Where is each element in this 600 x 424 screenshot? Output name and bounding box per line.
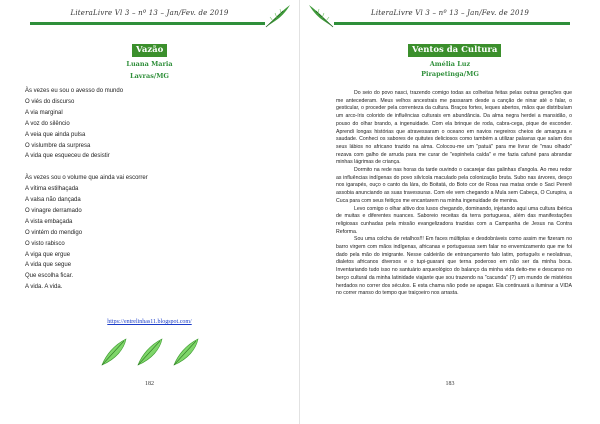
three-leaf-feathers-icon	[98, 335, 202, 369]
header-green-bar	[30, 22, 265, 25]
article-paragraph: Do seio do povo nasci, trazendo comigo todas as colheitas feitas pelas outras gerações que me antecederam. Meus velhos ancestrais me passaram desde a canção de ninar até o falar, o gesticular, o proceder pela correnteza da cultura. Braços fortes, leques abertos, mãos que distribuíam um arco-íris colorido de influências culturais em abundância. Da alma negra herdei a mansidão, o pouso do olhar brando, a ingenuidade. Com ela brinque de roda, cabra-cega, pique de esconder. Aprendi longas histórias que atravessaram o oceano em navios negreiros cheios de amargura e saudade. Conheci os sabores de quitutes deliciosos como também a utilizar palavras que saíam dos seus lábios no africano trazido na alma. Colocou-me um "patuá" para me livrar de "mau olhado" rezava com galho de arruda para me curar de "espinhela caída" e me fazia cafuné para abrandar minhas lágrimas de criança.	[336, 90, 572, 166]
article-author-place: Pirapetinga/MG	[421, 70, 479, 78]
poem-line: A voz do silêncio	[25, 120, 70, 127]
poem-line: O vinagre derramado	[25, 207, 82, 214]
poem-line: A veia que ainda pulsa	[25, 131, 86, 138]
poem-line: O visto rabisco	[25, 240, 65, 247]
poem-author-place: Lavras/MG	[130, 72, 169, 80]
header-green-bar	[334, 22, 570, 25]
right-page	[300, 0, 600, 424]
article-paragraph: Sou uma colcha de retalhos!!! Em faces múltiplas e desdobráveis como assim me fizeram no barro virgem com mãos indígenas, africanas e portuguesas sem falar no envernizamento que me foi dado pela mão do imigrante. Nesse caldeirão de entrançamento falo latim, português e neolatinas, dialetos africanos diversos e o tupi-guarani que terna poderoso em não ser da minha boca. Inventariando tudo isso no santuário arqueológico do balanço da minha vida deito-me e descanso no berço cultural da minha latinidade viajante que sou trazendo na "cacunda" (?) um mundo de mistérios herdados no correr dos séculos. E esta chama não pode se apagar. Ela continuará a iluminar a VIDA no correr manso do tempo que traiçoeiro nos arrasta.	[336, 236, 572, 297]
poem-line: O vintém do mendigo	[25, 229, 83, 236]
poem-line: A via marginal	[25, 109, 63, 116]
poem-line: A valsa não dançada	[25, 197, 81, 204]
article-paragraph: Dormito na rede nas horas da tarde ouvindo o cacarejar das galinhas d'angola. Ao meu redor as influências indígenas do povo silvícola maculado pela colonização bruta. Subo nas árvores, desço nos igarapés, ouço o canto da Iára, do Boitatá, do Boto cor de Rosa nas matas onde o Saci Pererê assobia anunciando as suas travessuras. Com ele vem chegando a Mula sem Cabeça, O Curupira, a Cuca para com seus feitiços me encantarem na minha ingenuidade de menina.	[336, 167, 572, 204]
stanza-gap	[25, 162, 275, 173]
left-page-header	[0, 3, 299, 31]
poem-author-name: Luana Maria	[126, 60, 173, 68]
poem-line: Às vezes sou o volume que ainda vai escorrer	[25, 175, 148, 182]
poem-line: A vítima estilhaçada	[25, 186, 79, 193]
quill-feather-icon	[263, 3, 293, 29]
right-page-header	[300, 3, 600, 31]
page-number: 183	[445, 381, 455, 387]
poem-line: A viga que ergue	[25, 251, 71, 258]
poem-line: A vida. A vida.	[25, 284, 63, 291]
poem-body	[25, 86, 275, 293]
article-author-name: Amélia Luz	[429, 60, 471, 68]
poem-line: A vida que segue	[25, 262, 72, 269]
poem-line: Que escolha ficar.	[25, 273, 74, 280]
poem-line: O viés do discurso	[25, 98, 75, 105]
poem-line: O vislumbre da surpresa	[25, 142, 91, 149]
header-title: LiteraLivre Vl 3 – nº 13 – Jan/Fev. de 2019	[370, 9, 530, 17]
article-body	[336, 90, 572, 298]
header-title: LiteraLivre Vl 3 – nº 13 – Jan/Fev. de 2019	[70, 9, 229, 17]
page-number: 182	[145, 381, 154, 387]
article-paragraph: Levo comigo o olhar altivo dos lusos chegando, dominando, injetando aqui uma cultura ibérica de muitas e diferentes nuances. Saboreio receitas da terra portuguesa, além das manifestações religiosas cunhadas pela missão evangelizadora trazidas com a Campanha de Jesus na Contra Reforma.	[336, 205, 572, 235]
blog-link[interactable]: https://entrelinhas11.blogspot.com/	[107, 319, 192, 325]
poem-line: A vista embaçada	[25, 218, 73, 225]
poem-title: Vazão	[132, 44, 167, 57]
article-title: Ventos da Cultura	[408, 44, 501, 57]
poem-line: A vida que esqueceu de desistir	[25, 153, 110, 160]
poem-line: Às vezes eu sou o avesso do mundo	[25, 88, 124, 94]
